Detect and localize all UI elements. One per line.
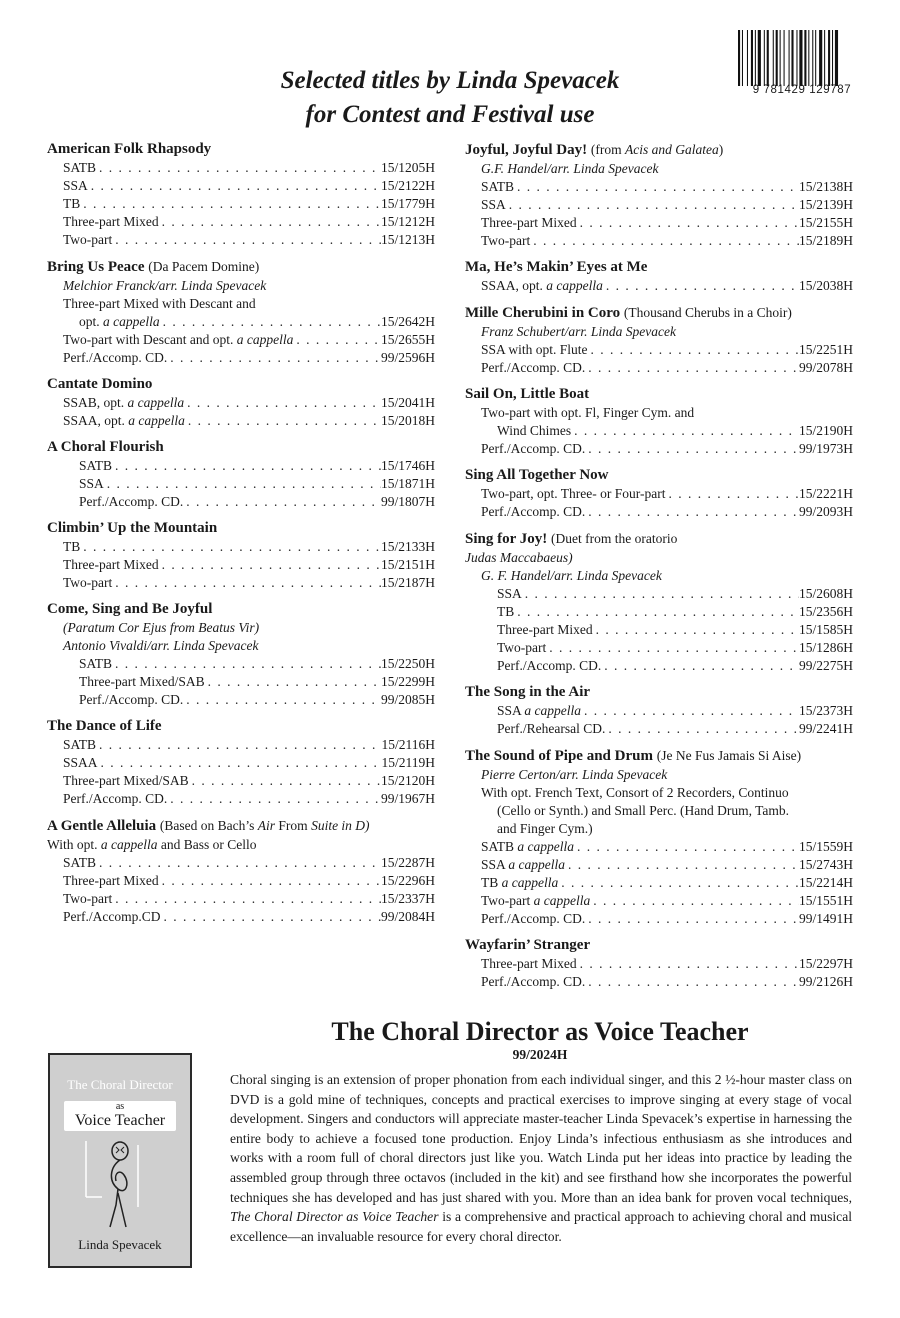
item-code: 15/2151H bbox=[381, 557, 435, 572]
voicing-row bbox=[47, 890, 435, 908]
voicing-row bbox=[47, 195, 435, 213]
description-title-ref: The Choral Director as Voice Teacher bbox=[230, 1209, 439, 1225]
barcode-bars bbox=[738, 30, 866, 86]
entry-wayfarin-stranger bbox=[465, 936, 853, 991]
item-code: 15/2038H bbox=[799, 278, 853, 293]
barcode-bar bbox=[808, 30, 809, 86]
voicing-row bbox=[465, 702, 853, 720]
voicing-row bbox=[47, 556, 435, 574]
item-code: 15/1213H bbox=[381, 232, 435, 247]
title-note: (Je Ne Fus Jamais Si Aise) bbox=[656, 748, 802, 763]
entry-sail-on-little-boat bbox=[465, 385, 853, 458]
isbn-barcode bbox=[736, 30, 868, 102]
item-code: 15/1746H bbox=[381, 458, 435, 473]
entry-the-dance-of-life bbox=[47, 717, 435, 808]
voicing-label: Wind Chimes bbox=[497, 423, 572, 438]
voicing-label: Perf./Accomp. CD. bbox=[481, 360, 586, 375]
item-code: 15/2287H bbox=[381, 855, 435, 870]
voicing-label: Two-part bbox=[63, 575, 113, 590]
voicing-row bbox=[47, 655, 435, 673]
voicing-label: SSA bbox=[79, 476, 104, 491]
entry-title: A Choral Flourish bbox=[47, 439, 164, 455]
voicing-row bbox=[465, 910, 853, 928]
barcode-bar bbox=[747, 30, 748, 86]
voicing-label: Perf./Accomp. CD. bbox=[79, 494, 184, 509]
barcode-bar bbox=[799, 30, 802, 86]
voicing-row bbox=[465, 503, 853, 521]
barcode-bar bbox=[832, 30, 833, 86]
voicing-row bbox=[465, 341, 853, 359]
barcode-bar bbox=[776, 30, 778, 86]
barcode-bar bbox=[828, 30, 830, 86]
barcode-bar bbox=[764, 30, 765, 86]
barcode-bar bbox=[835, 30, 838, 86]
voicing-label: Three-part Mixed bbox=[497, 622, 593, 637]
entry-title bbox=[465, 303, 853, 323]
voicing-row bbox=[465, 485, 853, 503]
item-code: 15/2655H bbox=[381, 332, 435, 347]
voicing-label: Two-part bbox=[497, 640, 547, 655]
voicing-row bbox=[465, 196, 853, 214]
entry-a-choral-flourish bbox=[47, 438, 435, 511]
voicing-row bbox=[465, 585, 853, 603]
headline-line-2: for Contest and Festival use bbox=[305, 101, 595, 128]
item-code: 15/2356H bbox=[799, 604, 853, 619]
voicing-row bbox=[47, 231, 435, 249]
item-code: 15/2133H bbox=[381, 539, 435, 554]
barcode-bar bbox=[738, 30, 740, 86]
barcode-digits: 9 781429 129787 bbox=[752, 84, 852, 96]
item-code: 15/1212H bbox=[381, 214, 435, 229]
voicing-row bbox=[465, 422, 853, 440]
entry-ma-hes-makin-eyes-at-me bbox=[465, 258, 853, 295]
voicing-label: Three-part Mixed bbox=[63, 873, 159, 888]
voicing-row bbox=[47, 331, 435, 349]
instrumentation-line: With opt. French Text, Consort of 2 Recorders, Continuo bbox=[481, 785, 789, 800]
barcode-bar bbox=[789, 30, 790, 86]
voicing-row bbox=[47, 574, 435, 592]
item-code: 15/2296H bbox=[381, 873, 435, 888]
item-code: 15/2138H bbox=[799, 179, 853, 194]
barcode-bar bbox=[791, 30, 793, 86]
voicing-row bbox=[47, 854, 435, 872]
title-note: (Duet from the oratorio bbox=[550, 531, 678, 546]
voicing-row bbox=[47, 673, 435, 691]
voicing-row bbox=[465, 214, 853, 232]
voicing-label: SATB bbox=[63, 855, 97, 870]
barcode-bar bbox=[755, 30, 756, 86]
barcode-bar bbox=[819, 30, 822, 86]
item-code: 15/2743H bbox=[799, 857, 853, 872]
entry-title bbox=[465, 140, 853, 160]
voicing-row bbox=[465, 838, 853, 856]
voicing-label: Three-part Mixed bbox=[63, 214, 159, 229]
voicing-label: Two-part with Descant and opt. a cappella bbox=[63, 332, 294, 347]
arranger-credit: Melchior Franck/arr. Linda Spevacek bbox=[63, 278, 267, 293]
item-code: 99/2126H bbox=[799, 974, 853, 989]
voicing-line: Three-part Mixed with Descant and bbox=[63, 296, 256, 311]
right-title-column bbox=[465, 140, 853, 999]
voicing-line: Two-part with opt. Fl, Finger Cym. and bbox=[481, 405, 695, 420]
entry-title bbox=[465, 529, 853, 549]
entry-the-sound-of-pipe-and-drum bbox=[465, 746, 853, 928]
item-code: 15/2116H bbox=[381, 737, 435, 752]
voicing-row bbox=[465, 657, 853, 675]
instrumentation-line: With opt. a cappella and Bass or Cello bbox=[47, 837, 257, 852]
feature-item-code: 99/2024H bbox=[512, 1047, 568, 1062]
voicing-row bbox=[47, 349, 435, 367]
voicing-label: SSA bbox=[63, 178, 88, 193]
voicing-label: Two-part, opt. Three- or Four-part bbox=[481, 486, 666, 501]
voicing-row bbox=[465, 232, 853, 250]
title-text: Bring Us Peace bbox=[47, 259, 145, 275]
item-code: 15/2041H bbox=[381, 395, 435, 410]
entry-climbin-up-the-mountain bbox=[47, 519, 435, 592]
item-code: 99/2241H bbox=[799, 721, 853, 736]
singer-figure-illustration bbox=[80, 1137, 164, 1233]
instrumentation-line: and Finger Cym.) bbox=[497, 821, 593, 836]
dvd-cover-title-line: The Choral Director bbox=[67, 1077, 173, 1092]
barcode-bar bbox=[784, 30, 785, 86]
voicing-row bbox=[47, 475, 435, 493]
item-code: 99/1491H bbox=[799, 911, 853, 926]
item-code: 15/1205H bbox=[381, 160, 435, 175]
voicing-label: Perf./Accomp. CD. bbox=[481, 911, 586, 926]
voicing-row bbox=[47, 159, 435, 177]
voicing-row bbox=[47, 691, 435, 709]
barcode-bar bbox=[767, 30, 769, 86]
item-code: 15/1779H bbox=[381, 196, 435, 211]
barcode-bar bbox=[742, 30, 743, 86]
voicing-row bbox=[47, 313, 435, 331]
voicing-row bbox=[465, 621, 853, 639]
entry-title: American Folk Rhapsody bbox=[47, 141, 212, 157]
voicing-label: TB bbox=[63, 539, 81, 554]
entry-cantate-domino bbox=[47, 375, 435, 430]
voicing-label: SATB bbox=[79, 656, 113, 671]
item-code: 15/1871H bbox=[381, 476, 435, 491]
voicing-label: Two-part bbox=[63, 232, 113, 247]
title-text: Joyful, Joyful Day! bbox=[465, 142, 588, 158]
entry-title bbox=[47, 257, 435, 277]
entry-title bbox=[47, 816, 435, 836]
item-code: 15/2221H bbox=[799, 486, 853, 501]
item-code: 15/2250H bbox=[381, 656, 435, 671]
voicing-row bbox=[47, 872, 435, 890]
dvd-cover-image bbox=[48, 1053, 192, 1268]
title-text: The Sound of Pipe and Drum bbox=[465, 748, 653, 764]
voicing-row bbox=[465, 955, 853, 973]
title-note: (Thousand Cherubs in a Choir) bbox=[623, 305, 792, 320]
entry-american-folk-rhapsody bbox=[47, 140, 435, 249]
voicing-row bbox=[465, 178, 853, 196]
voicing-label: Two-part a cappella bbox=[481, 893, 591, 908]
entry-title: Wayfarin’ Stranger bbox=[465, 937, 591, 953]
title-note: (Based on Bach’s Air From Suite in D) bbox=[159, 818, 370, 833]
dvd-cover-title-box bbox=[64, 1101, 176, 1131]
item-code: 15/1585H bbox=[799, 622, 853, 637]
voicing-label: opt. a cappella bbox=[79, 314, 160, 329]
page-headline bbox=[200, 64, 700, 132]
item-code: 99/2084H bbox=[381, 909, 435, 924]
voicing-label: Perf./Accomp. CD. bbox=[63, 350, 168, 365]
voicing-row bbox=[47, 908, 435, 926]
voicing-label: SATB bbox=[63, 160, 97, 175]
item-code: 99/2596H bbox=[381, 350, 435, 365]
voicing-label: Perf./Accomp. CD. bbox=[481, 504, 586, 519]
item-code: 15/2373H bbox=[799, 703, 853, 718]
item-code: 99/2275H bbox=[799, 658, 853, 673]
voicing-label: SSAA, opt. a cappella bbox=[481, 278, 603, 293]
voicing-label: SATB bbox=[63, 737, 97, 752]
item-code: 15/2018H bbox=[381, 413, 435, 428]
voicing-label: SATB bbox=[481, 179, 515, 194]
entry-mille-cherubini-in-coro bbox=[465, 303, 853, 377]
barcode-bar bbox=[815, 30, 816, 86]
arranger-credit: Franz Schubert/arr. Linda Spevacek bbox=[481, 324, 676, 339]
barcode-bar bbox=[751, 30, 753, 86]
voicing-row bbox=[47, 412, 435, 430]
entry-title: Ma, He’s Makin’ Eyes at Me bbox=[465, 259, 648, 275]
item-code: 15/2337H bbox=[381, 891, 435, 906]
item-code: 15/2189H bbox=[799, 233, 853, 248]
item-code: 15/2119H bbox=[381, 755, 435, 770]
voicing-label: TB bbox=[63, 196, 81, 211]
instrumentation-line: (Cello or Synth.) and Small Perc. (Hand Drum, Tamb. bbox=[497, 803, 790, 818]
voicing-row bbox=[47, 177, 435, 195]
item-code: 15/2187H bbox=[381, 575, 435, 590]
voicing-label: SSA with opt. Flute bbox=[481, 342, 588, 357]
voicing-row bbox=[47, 493, 435, 511]
entry-title: Sail On, Little Boat bbox=[465, 386, 590, 402]
item-code: 15/2251H bbox=[799, 342, 853, 357]
item-code: 99/2093H bbox=[799, 504, 853, 519]
item-code: 15/2155H bbox=[799, 215, 853, 230]
voicing-row bbox=[465, 973, 853, 991]
item-code: 99/1973H bbox=[799, 441, 853, 456]
item-code: 15/2214H bbox=[799, 875, 853, 890]
entry-title: Climbin’ Up the Mountain bbox=[47, 520, 218, 536]
entry-bring-us-peace bbox=[47, 257, 435, 367]
barcode-bar bbox=[773, 30, 774, 86]
voicing-label: Three-part Mixed/SAB bbox=[79, 674, 205, 689]
item-code: 15/2190H bbox=[799, 423, 853, 438]
voicing-row bbox=[47, 790, 435, 808]
item-code: 15/2122H bbox=[381, 178, 435, 193]
title-text: Sing for Joy! bbox=[465, 531, 548, 547]
voicing-label: Perf./Rehearsal CD. bbox=[497, 721, 606, 736]
voicing-row bbox=[465, 277, 853, 295]
barcode-bar bbox=[796, 30, 797, 86]
voicing-label: Three-part Mixed/SAB bbox=[63, 773, 189, 788]
description-text: Choral singing is an extension of proper phonation from each individual singer, and this 2 ½-hour master class on DVD is a gold mine of techniques, concepts and practical exercises to improve singing at every stage of vocal development. Singers and conductors will appreciate master-teacher Linda Spevacek’s expertise in harnessing the entire body to achieve a focused tone production. Enjoy Linda’s infectious enthusiasm as she introduces and works with a room full of choral directors just like you. Watch Linda put her ideas into practice by leading the assembled group through three octavos (included in the kit) and see firsthand how she incorporates the powerful techniques she has developed and has just shared with you. More than an idea bank for proven vocal techniques, bbox=[230, 1072, 852, 1205]
voicing-row bbox=[465, 639, 853, 657]
entry-title: Come, Sing and Be Joyful bbox=[47, 601, 213, 617]
item-code: 15/1559H bbox=[799, 839, 853, 854]
voicing-row bbox=[47, 754, 435, 772]
item-code: 15/2608H bbox=[799, 586, 853, 601]
voicing-row bbox=[465, 892, 853, 910]
item-code: 15/2120H bbox=[381, 773, 435, 788]
voicing-row bbox=[465, 440, 853, 458]
voicing-row bbox=[465, 359, 853, 377]
voicing-label: Three-part Mixed bbox=[481, 215, 577, 230]
title-note: (from Acis and Galatea) bbox=[590, 142, 724, 157]
item-code: 15/1551H bbox=[799, 893, 853, 908]
entry-title bbox=[465, 746, 853, 766]
subtitle: (Paratum Cor Ejus from Beatus Vir) bbox=[63, 620, 260, 635]
voicing-label: Two-part bbox=[63, 891, 113, 906]
barcode-bar bbox=[780, 30, 781, 86]
voicing-label: Perf./Accomp. CD. bbox=[79, 692, 184, 707]
voicing-label: SSAB, opt. a cappella bbox=[63, 395, 185, 410]
feature-title: The Choral Director as Voice Teacher bbox=[331, 1017, 749, 1046]
voicing-label: Perf./Accomp. CD. bbox=[481, 974, 586, 989]
subtitle: Judas Maccabaeus) bbox=[465, 550, 573, 565]
voicing-label: SATB bbox=[79, 458, 113, 473]
voicing-row bbox=[465, 856, 853, 874]
entry-sing-for-joy bbox=[465, 529, 853, 675]
voicing-label: SSAA, opt. a cappella bbox=[63, 413, 185, 428]
entry-title: Sing All Together Now bbox=[465, 467, 609, 483]
left-title-column bbox=[47, 140, 435, 934]
entry-a-gentle-alleluia bbox=[47, 816, 435, 926]
voicing-row bbox=[47, 736, 435, 754]
item-code: 15/2299H bbox=[381, 674, 435, 689]
voicing-label: Perf./Accomp.CD bbox=[63, 909, 161, 924]
dvd-cover-voice-teacher: Voice Teacher bbox=[74, 1112, 166, 1129]
entry-title: Cantate Domino bbox=[47, 376, 153, 392]
voicing-label: SATB a cappella bbox=[481, 839, 575, 854]
item-code: 99/2085H bbox=[381, 692, 435, 707]
entry-title: The Dance of Life bbox=[47, 718, 162, 734]
entry-title: The Song in the Air bbox=[465, 684, 591, 700]
item-code: 15/2139H bbox=[799, 197, 853, 212]
voicing-label: Perf./Accomp. CD. bbox=[481, 441, 586, 456]
voicing-label: SSA bbox=[481, 197, 506, 212]
dvd-cover-as: as bbox=[115, 1101, 125, 1112]
voicing-row bbox=[47, 772, 435, 790]
voicing-label: SSA bbox=[497, 586, 522, 601]
voicing-row bbox=[47, 213, 435, 231]
barcode-bar bbox=[804, 30, 806, 86]
title-text: Mille Cherubini in Coro bbox=[465, 305, 621, 321]
entry-joyful-joyful-day bbox=[465, 140, 853, 250]
feature-description bbox=[230, 1070, 852, 1246]
voicing-row bbox=[465, 874, 853, 892]
voicing-row bbox=[47, 538, 435, 556]
barcode-bar bbox=[824, 30, 825, 86]
voicing-label: SSA a cappella bbox=[497, 703, 582, 718]
voicing-row bbox=[47, 457, 435, 475]
item-code: 15/2297H bbox=[799, 956, 853, 971]
dvd-cover-author: Linda Spevacek bbox=[78, 1237, 162, 1252]
voicing-label: Perf./Accomp. CD. bbox=[63, 791, 168, 806]
voicing-row bbox=[47, 394, 435, 412]
voicing-label: SSAA bbox=[63, 755, 98, 770]
headline-line-1: Selected titles by Linda Spevacek bbox=[280, 67, 620, 94]
voicing-label: TB bbox=[497, 604, 515, 619]
item-code: 15/1286H bbox=[799, 640, 853, 655]
voicing-label: Two-part bbox=[481, 233, 531, 248]
barcode-bar bbox=[812, 30, 813, 86]
item-code: 99/1807H bbox=[381, 494, 435, 509]
entry-the-song-in-the-air bbox=[465, 683, 853, 738]
title-text: A Gentle Alleluia bbox=[47, 818, 157, 834]
voicing-row bbox=[465, 720, 853, 738]
arranger-credit: G.F. Handel/arr. Linda Spevacek bbox=[481, 161, 659, 176]
arranger-credit: Antonio Vivaldi/arr. Linda Spevacek bbox=[63, 638, 259, 653]
item-code: 99/1967H bbox=[381, 791, 435, 806]
voicing-label: Three-part Mixed bbox=[63, 557, 159, 572]
item-code: 15/2642H bbox=[381, 314, 435, 329]
voicing-label: Three-part Mixed bbox=[481, 956, 577, 971]
voicing-label: Perf./Accomp. CD. bbox=[497, 658, 602, 673]
voicing-label: SSA a cappella bbox=[481, 857, 566, 872]
title-note: (Da Pacem Domine) bbox=[148, 259, 260, 274]
arranger-credit: G. F. Handel/arr. Linda Spevacek bbox=[481, 568, 662, 583]
voicing-row bbox=[465, 603, 853, 621]
item-code: 99/2078H bbox=[799, 360, 853, 375]
barcode-bar bbox=[758, 30, 761, 86]
entry-come-sing-and-be-joyful bbox=[47, 600, 435, 709]
description-text-end: is a comprehensive and practical approach to achieving choral and musical excellence—an invaluable resource for every choral director. bbox=[230, 1209, 853, 1244]
entry-sing-all-together-now bbox=[465, 466, 853, 521]
arranger-credit: Pierre Certon/arr. Linda Spevacek bbox=[481, 767, 668, 782]
voicing-label: TB a cappella bbox=[481, 875, 559, 890]
